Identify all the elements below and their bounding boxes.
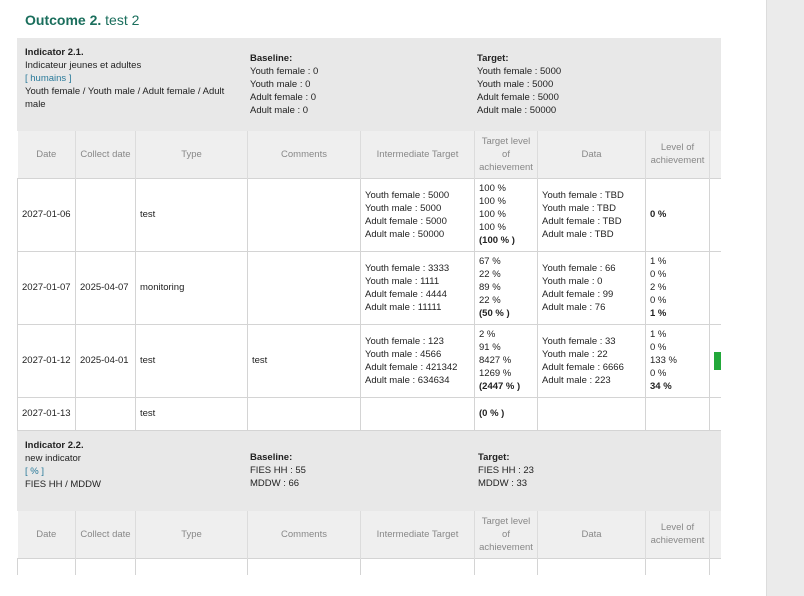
value-line: Youth female : 3333 [365, 262, 450, 274]
value-line: Adult female : 421342 [365, 361, 458, 373]
indicator-info [25, 439, 240, 491]
row-type: test [136, 178, 248, 251]
indicator-name: new indicator [25, 453, 81, 464]
table-row[interactable] [18, 558, 722, 575]
value-line: 0 % [650, 368, 667, 379]
column-header: Target level of achievement [475, 511, 538, 558]
row-type: test [136, 324, 248, 397]
right-side-panel [766, 0, 804, 596]
value-line: Youth male : 22 [542, 348, 608, 360]
target-info [477, 52, 561, 117]
value-line: Adult male : 634634 [365, 374, 450, 386]
baseline-value: Youth male : 0 [250, 79, 311, 90]
row-date: 2027-01-13 [18, 397, 76, 430]
baseline-value: Adult male : 0 [250, 105, 309, 116]
total-value: 34 % [650, 381, 672, 392]
indicator-block-2-1 [17, 38, 721, 431]
column-header: Type [136, 511, 248, 558]
indicator-block-2-2 [17, 431, 721, 575]
value-line: 0 % [650, 342, 667, 353]
value-line: Adult male : 50000 [365, 228, 445, 240]
row-type [136, 558, 248, 575]
baseline-value: Youth female : 0 [250, 66, 319, 77]
value-line: 89 % [479, 282, 501, 293]
row-intermediate-target [361, 558, 475, 575]
table-row[interactable] [18, 178, 722, 251]
value-line: Youth male : TBD [542, 202, 616, 214]
value-line: Adult male : 76 [542, 301, 606, 313]
column-header: Level of achievement [646, 131, 710, 178]
value-line: 67 % [479, 256, 501, 267]
row-comments: test [248, 324, 361, 397]
value-line: 100 % [479, 209, 506, 220]
row-target-level [475, 178, 538, 251]
value-line: 91 % [479, 342, 501, 353]
row-intermediate-target [361, 397, 475, 430]
column-header-spacer [710, 131, 722, 178]
value-line: Adult female : 5000 [365, 215, 447, 227]
column-header: Date [18, 511, 76, 558]
row-date: 2027-01-12 [18, 324, 76, 397]
row-collect-date [76, 397, 136, 430]
value-line: Adult female : 4444 [365, 288, 447, 300]
row-collect-date [76, 558, 136, 575]
row-comments [248, 251, 361, 324]
row-level-of-achievement [646, 558, 710, 575]
baseline-info [250, 52, 318, 117]
outcome-title [25, 12, 139, 28]
indicator-header [17, 38, 721, 131]
value-line: Adult male : TBD [542, 228, 614, 240]
column-header: Intermediate Target [361, 511, 475, 558]
value-line: Youth female : 33 [542, 335, 616, 347]
row-collect-date: 2025-04-01 [76, 324, 136, 397]
target-label: Target: [477, 53, 509, 64]
indicator-header [17, 431, 721, 511]
table-row[interactable] [18, 397, 722, 430]
row-target-level [475, 251, 538, 324]
column-header: Data [538, 511, 646, 558]
row-intermediate-target [361, 324, 475, 397]
row-comments [248, 178, 361, 251]
total-value: (100 % ) [479, 235, 515, 246]
value-line: 2 % [650, 282, 667, 293]
value-line: 22 % [479, 295, 501, 306]
row-comments [248, 397, 361, 430]
row-comments [248, 558, 361, 575]
target-value: Adult male : 50000 [477, 105, 557, 116]
column-header: Type [136, 131, 248, 178]
value-line: Adult male : 223 [542, 374, 611, 386]
row-level-of-achievement [646, 251, 710, 324]
row-type: test [136, 397, 248, 430]
outcome-label: Outcome 2. [25, 12, 102, 28]
indicator-title: Indicator 2.2. [25, 440, 84, 451]
value-line: Adult female : 6666 [542, 361, 624, 373]
value-line: Youth female : 66 [542, 262, 616, 274]
row-level-of-achievement [646, 397, 710, 430]
value-line: Youth female : 5000 [365, 189, 450, 201]
value-line: 0 % [650, 269, 667, 280]
column-header: Intermediate Target [361, 131, 475, 178]
indicator-title: Indicator 2.1. [25, 47, 84, 58]
row-target-level [475, 324, 538, 397]
row-status-cell [710, 251, 722, 324]
baseline-info [250, 451, 306, 490]
row-date [18, 558, 76, 575]
total-value: (50 % ) [479, 308, 510, 319]
value-line: Adult female : 99 [542, 288, 614, 300]
row-intermediate-target [361, 251, 475, 324]
total-value: (0 % ) [479, 408, 505, 419]
value-line: 100 % [479, 222, 506, 233]
target-value: MDDW : 33 [478, 478, 528, 489]
table-row[interactable] [18, 324, 722, 397]
indicator-unit: [ humains ] [25, 73, 72, 84]
row-status-cell [710, 324, 722, 397]
value-line: Youth male : 1111 [365, 275, 440, 287]
total-value: 0 % [650, 209, 667, 220]
table-header-row [18, 131, 722, 178]
value-line: 8427 % [479, 355, 512, 366]
row-target-level [475, 397, 538, 430]
row-intermediate-target [361, 178, 475, 251]
row-level-of-achievement [646, 324, 710, 397]
column-header: Target level of achievement [475, 131, 538, 178]
column-header: Comments [248, 511, 361, 558]
indicator-disaggregation: Youth female / Youth male / Adult female / Adult male [25, 86, 225, 110]
table-header-row [18, 511, 722, 558]
row-data [538, 324, 646, 397]
results-table [17, 131, 721, 431]
indicator-disaggregation: FIES HH / MDDW [25, 479, 101, 490]
column-header: Date [18, 131, 76, 178]
total-value: 1 % [650, 308, 667, 319]
results-table [17, 511, 721, 575]
value-line: 1 % [650, 329, 667, 340]
value-line: 1269 % [479, 368, 512, 379]
baseline-value: FIES HH : 55 [250, 465, 306, 476]
value-line: 100 % [479, 196, 506, 207]
value-line: 22 % [479, 269, 501, 280]
value-line: 100 % [479, 183, 506, 194]
target-value: Adult female : 5000 [477, 92, 559, 103]
row-data [538, 251, 646, 324]
column-header: Collect date [76, 511, 136, 558]
row-collect-date [76, 178, 136, 251]
value-line: Youth female : 123 [365, 335, 444, 347]
row-status-cell [710, 178, 722, 251]
value-line: 2 % [479, 329, 496, 340]
value-line: Adult male : 11111 [365, 301, 442, 313]
target-value: Youth male : 5000 [477, 79, 554, 90]
indicator-name: Indicateur jeunes et adultes [25, 60, 142, 71]
baseline-value: MDDW : 66 [250, 478, 300, 489]
row-data [538, 558, 646, 575]
baseline-label: Baseline: [250, 452, 293, 463]
row-type: monitoring [136, 251, 248, 324]
total-value: (2447 % ) [479, 381, 521, 392]
row-date: 2027-01-07 [18, 251, 76, 324]
value-line: Youth male : 5000 [365, 202, 442, 214]
indicator-unit: [ % ] [25, 466, 45, 477]
value-line: Adult female : TBD [542, 215, 622, 227]
target-value: FIES HH : 23 [478, 465, 534, 476]
row-date: 2027-01-06 [18, 178, 76, 251]
value-line: 0 % [650, 295, 667, 306]
column-header: Collect date [76, 131, 136, 178]
column-header-spacer [710, 511, 722, 558]
row-target-level [475, 558, 538, 575]
value-line: 1 % [650, 256, 667, 267]
value-line: Youth male : 4566 [365, 348, 442, 360]
baseline-value: Adult female : 0 [250, 92, 317, 103]
column-header: Comments [248, 131, 361, 178]
row-status-cell [710, 397, 722, 430]
outcome-name: test 2 [105, 12, 140, 28]
target-label: Target: [478, 452, 510, 463]
value-line: Youth male : 0 [542, 275, 603, 287]
table-row[interactable] [18, 251, 722, 324]
baseline-label: Baseline: [250, 53, 293, 64]
row-level-of-achievement [646, 178, 710, 251]
target-value: Youth female : 5000 [477, 66, 562, 77]
value-line: 133 % [650, 355, 677, 366]
row-collect-date: 2025-04-07 [76, 251, 136, 324]
target-info [478, 451, 534, 490]
row-status-cell [710, 558, 722, 575]
column-header: Data [538, 131, 646, 178]
value-line: Youth female : TBD [542, 189, 624, 201]
row-data [538, 178, 646, 251]
indicator-info [25, 46, 240, 111]
achievement-status-bar [714, 352, 721, 370]
row-data [538, 397, 646, 430]
column-header: Level of achievement [646, 511, 710, 558]
